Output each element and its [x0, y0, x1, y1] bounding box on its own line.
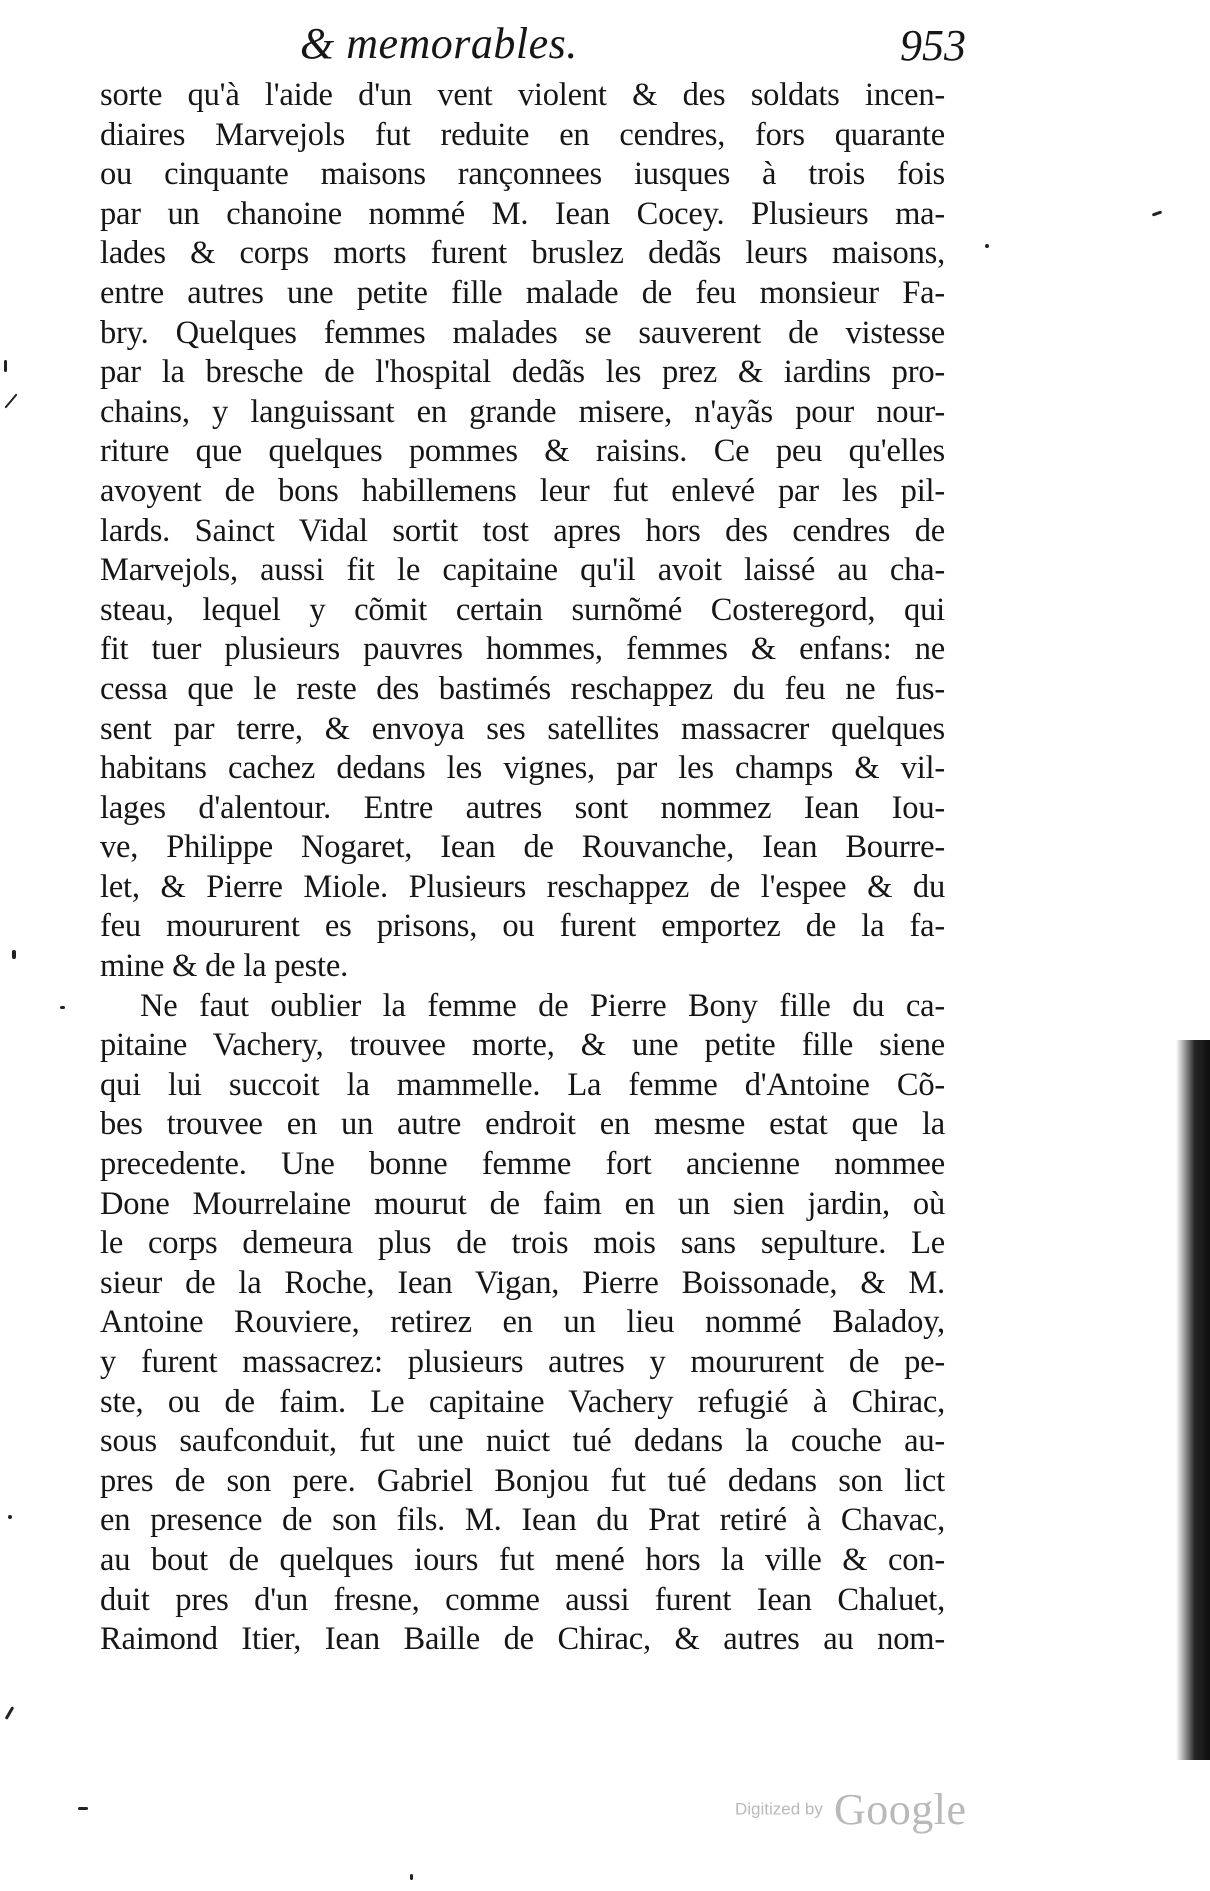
text-line: mine & de la peste.: [100, 948, 348, 985]
google-logo: Google: [833, 1785, 967, 1834]
scan-edge-shadow: [1176, 1040, 1210, 1760]
text-line: ste, ou de faim. Le capitaine Vachery refugié à Chirac,: [100, 1383, 945, 1420]
text-line: sous saufconduit, fut une nuict tué dedans la couche au-: [100, 1423, 945, 1460]
text-line: diaires Marvejols fut reduite en cendres, fors quarante: [100, 116, 945, 153]
scan-speck: [78, 1807, 88, 1810]
digitized-watermark: [735, 1784, 967, 1835]
text-line: par un chanoine nommé M. Iean Cocey. Plusieurs ma-: [100, 195, 945, 232]
text-line: Raimond Itier, Iean Baille de Chirac, & autres au nom-: [100, 1621, 945, 1658]
body-text: [100, 76, 945, 1660]
scan-speck: [1152, 210, 1162, 216]
text-line: y furent massacrez: plusieurs autres y moururent de pe-: [100, 1344, 945, 1380]
scan-speck: [410, 1874, 413, 1880]
scan-speck: [12, 950, 16, 959]
text-line: ou cinquante maisons rançonnees iusques à trois fois: [100, 156, 945, 193]
text-line: bes trouvee en un autre endroit en mesme estat que la: [100, 1106, 945, 1143]
scan-speck: [985, 244, 989, 248]
text-line: en presence de son fils. M. Iean du Prat retiré à Chavac,: [100, 1502, 945, 1539]
text-line: riture que quelques pommes & raisins. Ce peu qu'elles: [100, 433, 945, 470]
text-line: let, & Pierre Miole. Plusieurs reschappez de l'espee & du: [100, 868, 945, 905]
text-line: par la bresche de l'hospital dedãs les prez & iardins pro-: [100, 354, 945, 391]
text-line: avoyent de bons habillemens leur fut enlevé par les pil-: [100, 472, 945, 509]
text-line: Done Mourrelaine mourut de faim en un sien jardin, où: [100, 1185, 945, 1222]
running-title: & memorables.: [300, 19, 578, 68]
text-line: sieur de la Roche, Iean Vigan, Pierre Boissonade, & M.: [100, 1264, 945, 1301]
text-line: precedente. Une bonne femme fort ancienne nommee: [100, 1146, 945, 1183]
text-line: lards. Sainct Vidal sortit tost apres hors des cendres de: [100, 512, 945, 549]
text-line: Marvejols, aussi fit le capitaine qu'il avoit laissé au cha-: [100, 552, 945, 589]
text-line: lages d'alentour. Entre autres sont nommez Iean Iou-: [100, 789, 945, 826]
text-line: cessa que le reste des bastimés reschappez du feu ne fus-: [100, 670, 945, 707]
scan-speck: [4, 393, 17, 408]
scan-speck: [4, 360, 7, 372]
text-line: le corps demeura plus de trois mois sans sepulture. Le: [100, 1225, 945, 1262]
watermark-prefix: Digitized by: [735, 1799, 823, 1819]
text-line: duit pres d'un fresne, comme aussi furent Iean Chaluet,: [100, 1581, 945, 1618]
text-line: chains, y languissant en grande misere, n'ayãs pour nour-: [100, 393, 945, 430]
text-line: ve, Philippe Nogaret, Iean de Rouvanche, Iean Bourre-: [100, 829, 945, 866]
running-header: [100, 18, 966, 78]
text-line: Antoine Rouviere, retirez en un lieu nommé Baladoy,: [100, 1304, 945, 1341]
text-line: sorte qu'à l'aide d'un vent violent & des soldats incen-: [100, 77, 945, 113]
text-line: steau, lequel y cõmit certain surnõmé Costeregord, qui: [100, 591, 945, 628]
text-line: pres de son pere. Gabriel Bonjou fut tué dedans son lict: [100, 1462, 945, 1499]
text-line: sent par terre, & envoya ses satellites massacrer quelques: [100, 710, 945, 747]
text-line: lades & corps morts furent bruslez dedãs leurs maisons,: [100, 235, 945, 272]
text-line: Ne faut oublier la femme de Pierre Bony fille du ca-: [140, 987, 945, 1024]
text-line: habitans cachez dedans les vignes, par les champs & vil-: [100, 750, 945, 787]
text-line: feu moururent es prisons, ou furent emportez de la fa-: [100, 908, 945, 945]
text-line: au bout de quelques iours fut mené hors la ville & con-: [100, 1541, 945, 1578]
text-line: entre autres une petite fille malade de feu monsieur Fa-: [100, 274, 945, 311]
scan-speck: [60, 1006, 65, 1009]
scan-speck: [5, 1706, 15, 1720]
text-line: fit tuer plusieurs pauvres hommes, femmes & enfans: ne: [100, 631, 945, 668]
page-number: 953: [900, 21, 966, 70]
text-line: bry. Quelques femmes malades se sauverent de vistesse: [100, 314, 945, 351]
scan-speck: [8, 1515, 12, 1519]
text-line: qui lui succoit la mammelle. La femme d'Antoine Cõ-: [100, 1066, 945, 1103]
text-line: pitaine Vachery, trouvee morte, & une petite fille siene: [100, 1027, 945, 1064]
